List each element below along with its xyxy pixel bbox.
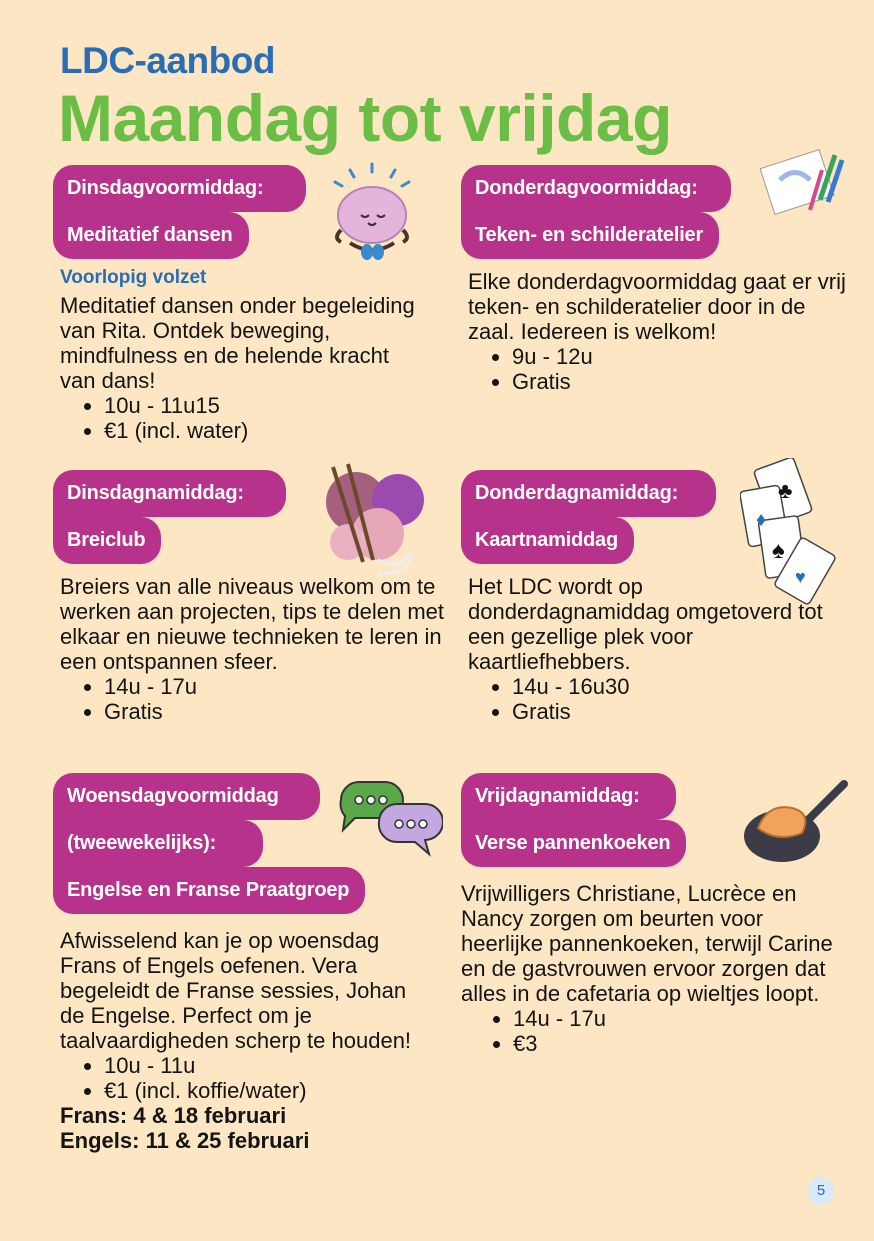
meditating-brain-icon xyxy=(325,160,420,270)
tag-line: Woensdagvoormiddag xyxy=(53,773,320,820)
dates-frans: Frans: 4 & 18 februari xyxy=(60,1103,287,1128)
bullet: • €1 (incl. water) xyxy=(104,418,443,443)
tag-line: Engelse en Franse Praatgroep xyxy=(53,867,365,914)
sketchbook-pencils-icon xyxy=(760,140,850,220)
description: Meditatief dansen onder begeleiding van Rita. Ontdek beweging, mindfulness en de helende kracht van dans! xyxy=(60,293,415,393)
bullet: • 14u - 17u xyxy=(513,1006,851,1031)
tag-line: Dinsdagvoormiddag: xyxy=(53,165,306,212)
bullet: • 10u - 11u xyxy=(104,1053,443,1078)
tag-line: Vrijdagnamiddag: xyxy=(461,773,676,820)
yarn-balls-icon xyxy=(318,462,433,582)
description: Afwisselend kan je op woensdag Frans of Engels oefenen. Vera begeleidt de Franse sessies, Johan de Engelse. Perfect om je taalvaardigheden scherp te houden! xyxy=(60,928,412,1053)
svg-text:♣: ♣ xyxy=(778,478,793,503)
description: Breiers van alle niveaus welkom om te werken aan projecten, tips te delen met elkaar en nieuwe technieken te leren in een ontspannen sfeer. xyxy=(60,574,445,674)
tag-line: Donderdagvoormiddag: xyxy=(461,165,731,212)
status-note: Voorlopig volzet xyxy=(60,267,207,288)
page-title: Maandag tot vrijdag xyxy=(58,81,672,155)
tag-line: Donderdagnamiddag: xyxy=(461,470,716,517)
bullet: • €1 (incl. koffie/water) xyxy=(104,1078,443,1103)
dates-engels: Engels: 11 & 25 februari xyxy=(60,1128,310,1153)
bullet: • 9u - 12u xyxy=(512,344,851,369)
tag-line: Meditatief dansen xyxy=(53,212,249,259)
description: Het LDC wordt op donderdagnamiddag omgetoverd tot een gezellige plek voor kaartliefhebbers. xyxy=(468,574,823,674)
tag-line: (tweewekelijks): xyxy=(53,820,263,867)
tag-line: Verse pannenkoeken xyxy=(461,820,686,867)
svg-text:♦: ♦ xyxy=(756,509,767,531)
description: Elke donderdagvoormiddag gaat er vrij teken- en schilderatelier door in de zaal. Iedereen is welkom! xyxy=(468,269,846,344)
playing-cards-icon xyxy=(740,458,840,608)
bullet: • €3 xyxy=(513,1031,851,1056)
bullet: • Gratis xyxy=(104,699,443,724)
tag-line: Dinsdagnamiddag: xyxy=(53,470,286,517)
bullet: • Gratis xyxy=(512,699,851,724)
description: Vrijwilligers Christiane, Lucrèce en Nancy zorgen om beurten voor heerlijke pannenkoeken, terwijl Carine en de gastvrouwen ervoor zorgen dat alles in de cafetaria op wieltjes loopt. xyxy=(461,881,833,1006)
pancake-pan-icon xyxy=(740,778,850,868)
kicker-title: LDC-aanbod xyxy=(60,40,275,81)
tag-line: Kaartnamiddag xyxy=(461,517,634,564)
bullet: • 14u - 17u xyxy=(104,674,443,699)
tag-line: Breiclub xyxy=(53,517,161,564)
bullet: • Gratis xyxy=(512,369,851,394)
bullet: • 14u - 16u30 xyxy=(512,674,851,699)
tag-line: Teken- en schilderatelier xyxy=(461,212,719,259)
svg-text:♠: ♠ xyxy=(772,537,785,564)
page-number: 5 xyxy=(808,1177,834,1205)
bullet: • 10u - 11u15 xyxy=(104,393,443,418)
speech-bubbles-icon xyxy=(335,778,443,860)
svg-text:♥: ♥ xyxy=(795,567,806,587)
